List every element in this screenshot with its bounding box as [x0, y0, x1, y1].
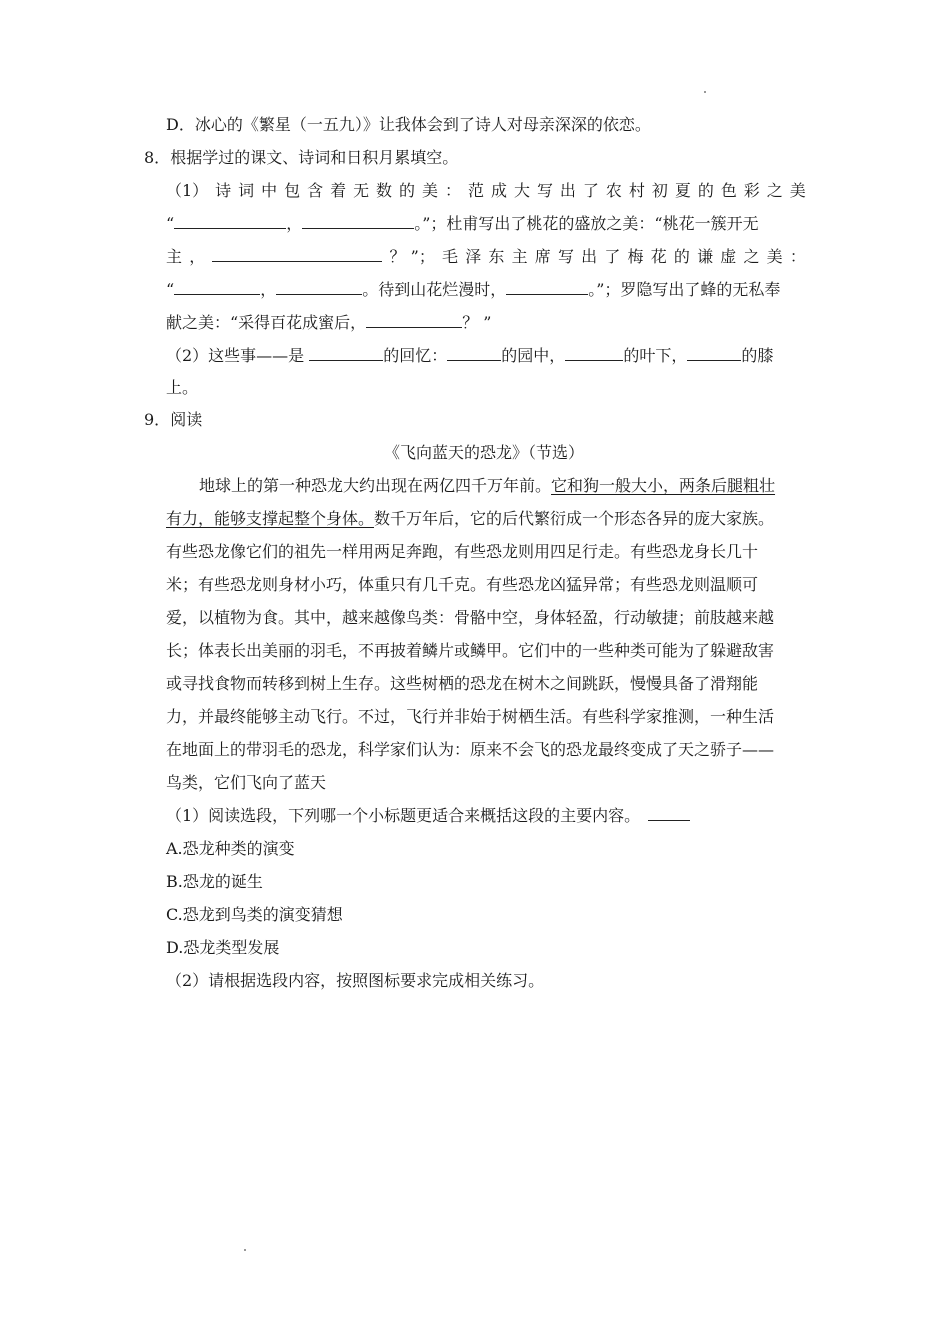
- comma: ，: [286, 214, 303, 233]
- char: 无: [353, 181, 370, 200]
- char: 夏: [674, 181, 691, 200]
- q8-part1-line4: [166, 279, 780, 301]
- text: 的回忆：: [383, 346, 448, 365]
- comma: ，: [260, 280, 277, 299]
- fill-blank[interactable]: [302, 214, 414, 229]
- char: ：: [445, 181, 462, 200]
- text: ？ ”: [462, 313, 492, 332]
- quote-open: “: [166, 280, 175, 299]
- passage-line-7: 或寻找食物而转移到树上生存。这些树栖的恐龙在树木之间跳跃，慢慢具备了滑翔能: [166, 674, 759, 693]
- char: 谦: [697, 247, 714, 266]
- passage-line-1: [199, 475, 775, 497]
- char: 东: [488, 247, 505, 266]
- q9-sub1-question: [166, 805, 690, 827]
- char: 花: [650, 247, 667, 266]
- q8-part1-line1: [166, 180, 806, 202]
- char: 的: [399, 181, 416, 200]
- char: 的: [673, 247, 690, 266]
- char: 写: [536, 181, 553, 200]
- fill-blank[interactable]: [276, 280, 362, 295]
- fill-blank[interactable]: [366, 313, 462, 328]
- char: 出: [581, 247, 598, 266]
- char: 虚: [720, 247, 737, 266]
- text: （1）阅读选段，下列哪一个小标题更适合来概括这段的主要内容。: [166, 806, 641, 825]
- q8-stem-text: 根据学过的课文、诗词和日积月累填空。: [170, 148, 459, 167]
- passage-line-6: 长；体表长出美丽的羽毛，不再披着鳞片或鳞甲。它们中的一些种类可能为了躲避敌害: [166, 641, 775, 660]
- char: ：: [789, 247, 806, 266]
- passage-line-5: 爱，以植物为食。其中，越来越像鸟类：骨骼中空，身体轻盈，行动敏捷；前肢越来越: [166, 608, 775, 627]
- q9-option-a[interactable]: A.恐龙种类的演变: [166, 839, 295, 858]
- text: 地球上的第一种恐龙大约出现在两亿四千万年前。: [199, 476, 552, 495]
- scan-dot-top: [704, 91, 706, 93]
- char: 泽: [465, 247, 482, 266]
- q9-option-d[interactable]: D.恐龙类型发展: [166, 938, 280, 957]
- char: 大: [513, 181, 530, 200]
- q9-sub2-question: （2）请根据选段内容，按照图标要求完成相关练习。: [166, 971, 545, 990]
- q9-number: 9．: [144, 410, 171, 429]
- passage-line-4: 米；有些恐龙则身材小巧，体重只有几千克。有些恐龙凶猛异常；有些恐龙则温顺可: [166, 575, 759, 594]
- text: 的叶下，: [623, 346, 688, 365]
- char: （1）: [166, 181, 209, 200]
- char: 了: [604, 247, 621, 266]
- char: 之: [766, 181, 783, 200]
- fill-blank[interactable]: [447, 346, 501, 361]
- q8-part1-line5: [166, 312, 491, 334]
- char: 诗: [215, 181, 232, 200]
- q9-stem-text: 阅读: [170, 410, 203, 429]
- char: 美: [422, 181, 439, 200]
- quote-open: “: [166, 214, 175, 233]
- fill-blank[interactable]: [565, 346, 623, 361]
- char: 初: [651, 181, 668, 200]
- text: （2）这些事——是: [166, 346, 310, 365]
- char: 包: [284, 181, 301, 200]
- passage-line-2: [166, 508, 774, 530]
- text: 。”；罗隐写出了蜂的无私奉: [588, 280, 781, 299]
- char: 彩: [743, 181, 760, 200]
- char: 梅: [627, 247, 644, 266]
- char: 美: [766, 247, 783, 266]
- q8-number: 8．: [144, 148, 171, 167]
- q9-option-c[interactable]: C.恐龙到鸟类的演变猜想: [166, 905, 343, 924]
- passage-line-9: 在地面上的带羽毛的恐龙，科学家们认为：原来不会飞的恐龙最终变成了天之骄子——: [166, 740, 775, 759]
- fill-blank[interactable]: [174, 214, 286, 229]
- fill-blank[interactable]: [687, 346, 741, 361]
- char: 农: [605, 181, 622, 200]
- passage-title: 《飞向蓝天的恐龙》（节选）: [384, 443, 585, 462]
- text: 献之美：“采得百花成蜜后，: [166, 313, 367, 332]
- fill-blank[interactable]: [506, 280, 588, 295]
- char: 着: [330, 181, 347, 200]
- char: 范: [467, 181, 484, 200]
- q9-stem: [144, 409, 202, 431]
- text: 的园中，: [501, 346, 566, 365]
- char: 之: [743, 247, 760, 266]
- char: 写: [557, 247, 574, 266]
- passage-line-10: 鸟类，它们飞向了蓝天: [166, 773, 327, 792]
- char: 主: [511, 247, 528, 266]
- char: 成: [490, 181, 507, 200]
- passage-line-8: 力，并最终能够主动飞行。不过，飞行并非始于树栖生活。有些科学家推测，一种生活: [166, 707, 775, 726]
- text: 数千万年后，它的后代繁衍成一个形态各异的庞大家族。: [374, 509, 775, 528]
- char: 席: [534, 247, 551, 266]
- text: ？ ”；: [389, 247, 435, 266]
- char: 村: [628, 181, 645, 200]
- q9-option-b[interactable]: B.恐龙的诞生: [166, 872, 263, 891]
- char: 色: [720, 181, 737, 200]
- fill-blank[interactable]: [309, 346, 383, 361]
- text: 。”；杜甫写出了桃花的盛放之美：“桃花一簇开无: [414, 214, 759, 233]
- char: 主: [166, 247, 183, 266]
- fill-blank[interactable]: [212, 247, 382, 262]
- char: 含: [307, 181, 324, 200]
- underlined-text: 有力，能够支撑起整个身体。: [166, 509, 375, 528]
- char: 了: [582, 181, 599, 200]
- char: 中: [261, 181, 278, 200]
- char: 美: [789, 181, 806, 200]
- q8-part2-line2: 上。: [166, 378, 199, 397]
- q8-stem: [144, 147, 458, 169]
- char: 词: [238, 181, 255, 200]
- text: 。待到山花烂漫时，: [362, 280, 507, 299]
- underlined-text: 它和狗一般大小，两条后腿粗壮: [551, 476, 776, 495]
- answer-blank[interactable]: [648, 806, 690, 821]
- q7-option-d: D．冰心的《繁星（一五九）》让我体会到了诗人对母亲深深的依恋。: [166, 115, 651, 134]
- char: 数: [376, 181, 393, 200]
- q8-part1-line3: [166, 246, 806, 268]
- passage-line-3: 有些恐龙像它们的祖先一样用两足奔跑，有些恐龙则用四足行走。有些恐龙身长几十: [166, 542, 759, 561]
- char: ，: [189, 247, 206, 266]
- q8-part1-line2: [166, 213, 759, 235]
- char: 毛: [442, 247, 459, 266]
- fill-blank[interactable]: [174, 280, 260, 295]
- q8-part2-line1: [166, 345, 773, 367]
- scan-dot-bottom: [244, 1249, 246, 1251]
- char: 出: [559, 181, 576, 200]
- char: 的: [697, 181, 714, 200]
- text: 的膝: [741, 346, 774, 365]
